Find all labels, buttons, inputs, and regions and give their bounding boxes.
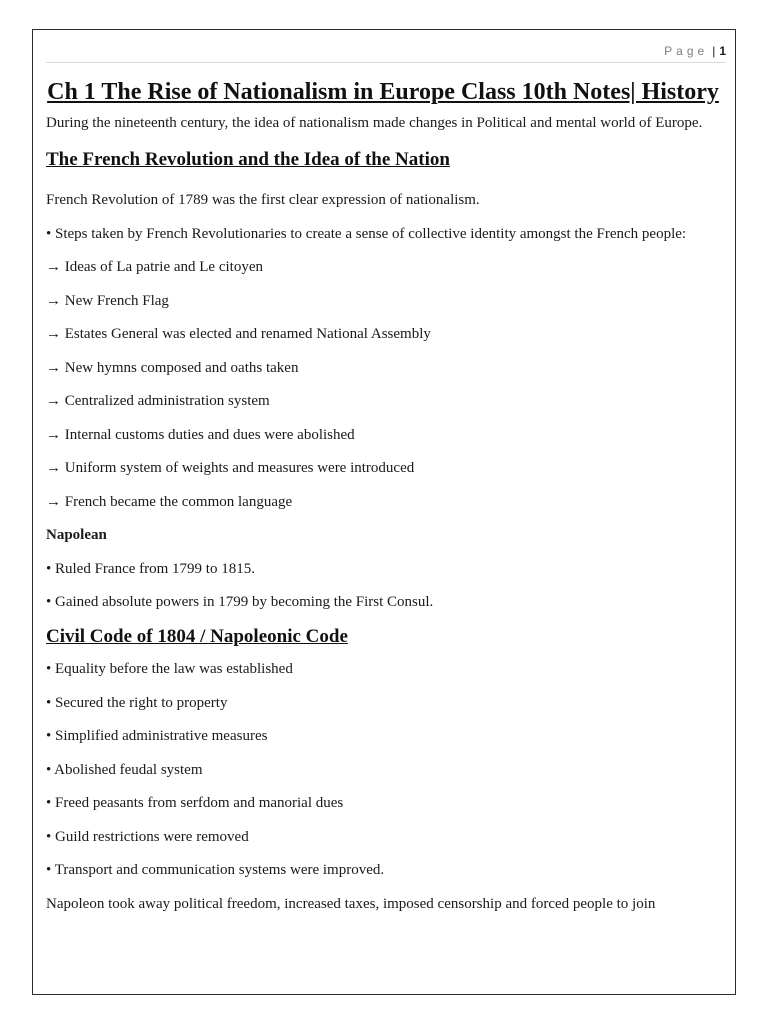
napoleon-label: Napolean [46,527,107,543]
section1-line: → Ideas of La patrie and Le citoyen [46,259,263,275]
section2-line: • Equality before the law was established [46,661,293,677]
page-header [46,42,726,63]
document-title: Ch 1 The Rise of Nationalism in Europe Class 10th Notes| History [47,79,719,105]
page-separator: | [712,44,716,58]
page-label: Page [664,44,709,58]
section2-line: • Simplified administrative measures [46,728,268,744]
section-heading-civil-code: Civil Code of 1804 / Napoleonic Code [46,626,348,647]
section1-line: → Uniform system of weights and measures were introduced [46,460,415,476]
section1-line: → Centralized administration system [46,393,270,409]
section2-line: • Transport and communication systems were improved. [46,862,385,878]
section1-line: → New French Flag [46,292,169,309]
page-number: 1 [719,44,726,58]
napoleon-line: • Ruled France from 1799 to 1815. [46,560,255,577]
intro-paragraph: During the nineteenth century, the idea of nationalism made changes in Political and mental world of Europe. [46,115,703,131]
section1-line: → Estates General was elected and renamed National Assembly [46,326,431,342]
document-content [46,78,720,913]
section2-line: • Guild restrictions were removed [46,828,249,845]
section1-line: → French became the common language [46,493,293,510]
section2-line: • Abolished feudal system [46,761,203,778]
section1-line: French Revolution of 1789 was the first clear expression of nationalism. [46,192,480,208]
section1-line: → New hymns composed and oaths taken [46,359,299,376]
napoleon-line: • Gained absolute powers in 1799 by becoming the First Consul. [46,594,434,610]
section1-line: → Internal customs duties and dues were abolished [46,426,355,443]
section1-line: • Steps taken by French Revolutionaries to create a sense of collective identity amongst the French people: [46,225,687,242]
section2-line: • Freed peasants from serfdom and manorial dues [46,795,344,811]
section2-line: • Secured the right to property [46,694,228,711]
section-heading-french-revolution: The French Revolution and the Idea of the Nation [46,149,450,170]
section2-line: Napoleon took away political freedom, increased taxes, imposed censorship and forced people to join [46,895,656,912]
